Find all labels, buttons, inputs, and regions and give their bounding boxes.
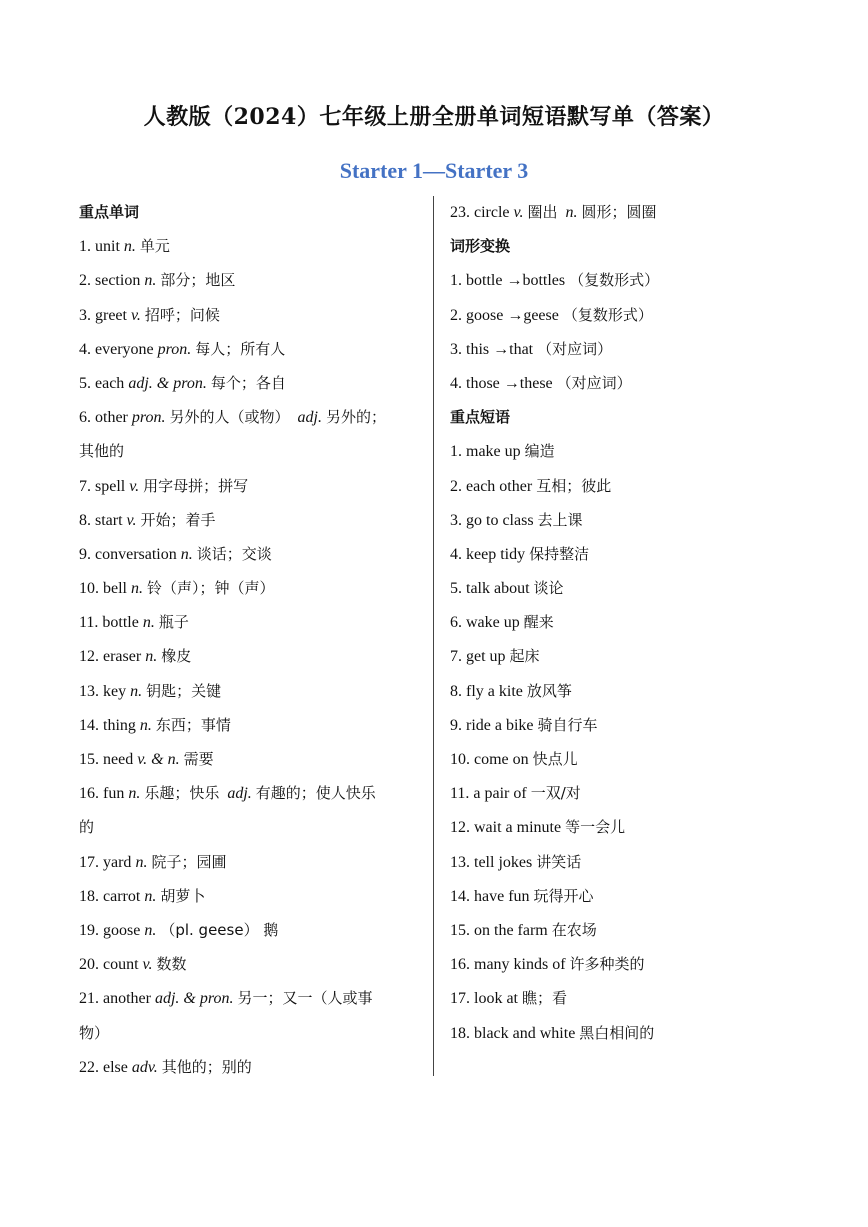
vocab-entry <box>450 574 830 608</box>
vocab-entry <box>79 369 424 403</box>
entry-english: 4. everyone <box>79 340 154 358</box>
entry-chinese: 等一会儿 <box>565 818 626 837</box>
entry-part-of-speech: v. <box>142 956 153 974</box>
entry-chinese: 起床 <box>509 647 540 666</box>
entry-part-of-speech: adj. & pron. <box>128 374 207 392</box>
entry-english: 7. spell <box>79 477 126 495</box>
entry-english: 9. ride a bike <box>450 716 534 734</box>
entry-part-of-speech: v. <box>130 306 141 324</box>
entry-chinese: 保持整洁 <box>529 544 590 563</box>
entry-chinese: 院子；园圃 <box>151 852 227 871</box>
vocab-entry <box>79 335 424 369</box>
entry-chinese-2: 圆形；圆圈 <box>581 203 657 221</box>
entry-english: 8. start <box>79 511 123 529</box>
entry-english: 19. goose <box>79 921 141 939</box>
entry-english: 12. eraser <box>79 648 142 666</box>
entry-chinese: 胡萝卜 <box>160 886 206 905</box>
vocab-entry <box>79 608 424 642</box>
entry-english: 14. have fun <box>450 887 530 905</box>
vocab-entry <box>79 745 424 779</box>
entry-english: 1. unit <box>79 238 120 256</box>
vocab-entry <box>79 916 424 950</box>
vocab-entry <box>450 779 830 813</box>
left-column <box>79 198 424 1087</box>
entry-chinese: 每人；所有人 <box>195 339 286 358</box>
entry-english: 14. thing <box>79 716 136 734</box>
entry-chinese: 另外的人（或物） <box>169 408 290 427</box>
entry-english: 13. tell jokes <box>450 853 533 871</box>
entry-chinese-2: 有趣的；使人快乐 <box>255 784 376 803</box>
entry-chinese: 招呼；问候 <box>144 305 220 324</box>
entry-chinese: 讲笑话 <box>536 852 582 871</box>
vocab-entry <box>450 608 830 642</box>
entry-chinese: 快点儿 <box>532 750 578 768</box>
vocab-entry <box>450 369 830 403</box>
entry-part-of-speech: v. <box>126 511 137 529</box>
entry-english: 11. a pair of <box>450 785 527 803</box>
entry-english: 5. talk about <box>450 580 530 598</box>
vocab-entry <box>79 779 424 813</box>
entry-chinese: 其他的 <box>79 442 125 461</box>
vocab-entry <box>450 472 830 506</box>
entry-chinese: 一双/对 <box>530 784 581 803</box>
entry-part-of-speech: n. <box>139 716 152 734</box>
entry-english: 15. on the farm <box>450 921 548 939</box>
entry-chinese: 橡皮 <box>161 647 192 666</box>
entry-part-of-speech: n. <box>128 785 141 803</box>
entry-part-of-speech: n. <box>180 545 193 563</box>
vocab-entry <box>450 437 830 471</box>
entry-english: 18. carrot <box>79 887 141 905</box>
entry-part-of-speech: v. & n. <box>137 751 180 768</box>
vocab-entry <box>450 301 830 335</box>
vocab-entry <box>450 848 830 882</box>
entry-chinese: （对应词） <box>537 339 613 358</box>
vocab-entry <box>450 642 830 676</box>
entry-english: 12. wait a minute <box>450 819 562 837</box>
entry-chinese: 数数 <box>156 955 187 974</box>
entry-chinese: 瞧；看 <box>522 989 568 1008</box>
entry-chinese: 部分；地区 <box>160 271 236 290</box>
vocab-entry <box>79 472 424 506</box>
vocab-entry <box>79 266 424 300</box>
entry-part-of-speech: n. <box>123 238 136 256</box>
vocab-entry <box>450 1019 830 1053</box>
entry-english: 10. come on <box>450 751 529 768</box>
entry-chinese: 其他的；别的 <box>161 1057 252 1076</box>
section-title: Starter 1—Starter 3 <box>339 158 529 183</box>
entry-chinese-2: 另外的； <box>325 408 386 427</box>
vocab-entry <box>79 848 424 882</box>
entry-chinese: 乐趣；快乐 <box>144 784 220 803</box>
vocab-entry <box>79 984 424 1018</box>
entry-english: 9. conversation <box>79 545 177 563</box>
entry-part-of-speech: n. <box>145 648 158 666</box>
vocab-entry <box>79 403 424 437</box>
vocab-entry <box>450 198 830 232</box>
entry-part-of-speech: pron. <box>131 409 166 427</box>
entry-english: 23. circle <box>450 204 510 221</box>
vocab-entry <box>450 335 830 369</box>
entry-english: 4. those →these <box>450 374 553 392</box>
entry-english: 17. look at <box>450 990 518 1008</box>
vocab-entry <box>450 950 830 984</box>
entry-english: 15. need <box>79 751 134 768</box>
entry-chinese: 醒来 <box>523 613 554 632</box>
entry-part-of-speech: n. <box>130 682 143 700</box>
right-column <box>450 198 830 1053</box>
entry-english: 3. this →that <box>450 340 534 358</box>
entry-chinese: 在农场 <box>551 920 597 939</box>
entry-continuation <box>79 813 424 847</box>
vocab-entry <box>79 642 424 676</box>
vocab-entry <box>79 574 424 608</box>
entry-continuation <box>79 1019 424 1053</box>
entry-chinese: （对应词） <box>556 373 632 392</box>
entry-english: 6. other <box>79 409 128 427</box>
vocab-entry <box>79 950 424 984</box>
entry-chinese: 的 <box>79 818 95 837</box>
entry-english: 8. fly a kite <box>450 682 523 700</box>
vocab-entry <box>450 984 830 1018</box>
entry-english: 18. black and white <box>450 1024 576 1042</box>
entry-english: 3. greet <box>79 306 127 324</box>
entry-part-of-speech-2: adj. <box>227 785 252 803</box>
entry-english: 7. get up <box>450 648 506 666</box>
entry-chinese: 去上课 <box>537 510 583 529</box>
entry-chinese: （复数形式） <box>569 271 660 290</box>
entry-chinese: 互相；彼此 <box>536 476 612 495</box>
entry-english: 17. yard <box>79 853 132 871</box>
entry-english: 2. each other <box>450 477 533 495</box>
entry-chinese: 编造 <box>524 442 555 461</box>
entry-chinese: 东西；事情 <box>155 715 231 734</box>
entry-chinese: （复数形式） <box>562 305 653 324</box>
vocab-entry <box>79 540 424 574</box>
vocab-entry <box>79 1053 424 1087</box>
section-heading: 词形变换 <box>450 237 511 256</box>
vocab-entry <box>79 506 424 540</box>
entry-english: 1. bottle →bottles <box>450 272 566 290</box>
entry-chinese: 骑自行车 <box>537 715 598 734</box>
entry-english: 3. go to class <box>450 511 534 529</box>
entry-part-of-speech-2: adj. <box>297 409 322 427</box>
entry-english: 10. bell <box>79 580 127 598</box>
entry-chinese: 铃（声）；钟（声） <box>147 579 275 598</box>
entry-chinese: 瓶子 <box>158 613 189 632</box>
entry-chinese: 圈出 <box>527 203 558 221</box>
entry-chinese: 许多种类的 <box>569 955 645 974</box>
section-heading: 重点短语 <box>450 408 511 427</box>
document-title: 人教版（2024）七年级上册全册单词短语默写单（答案） <box>143 104 725 130</box>
entry-english: 5. each <box>79 374 125 392</box>
entry-english: 4. keep tidy <box>450 545 526 563</box>
entry-continuation <box>79 437 424 471</box>
entry-english: 2. section <box>79 272 141 290</box>
entry-chinese: 黑白相间的 <box>579 1023 655 1042</box>
vocab-entry <box>450 266 830 300</box>
entry-chinese: 玩得开心 <box>533 886 594 905</box>
vocab-entry <box>450 745 830 779</box>
entry-part-of-speech: n. <box>144 921 157 939</box>
vocab-entry <box>450 916 830 950</box>
entry-part-of-speech: v. <box>129 477 140 495</box>
entry-chinese: 放风筝 <box>526 681 572 700</box>
vocab-entry <box>450 882 830 916</box>
vocab-entry <box>450 677 830 711</box>
entry-chinese: 钥匙；关键 <box>146 681 222 700</box>
entry-part-of-speech: n. <box>131 580 143 598</box>
entry-chinese: 用字母拼；拼写 <box>143 476 249 495</box>
vocab-entry <box>450 711 830 745</box>
entry-chinese: 需要 <box>183 750 214 768</box>
vocab-entry <box>79 677 424 711</box>
entry-chinese: 开始；着手 <box>140 510 216 529</box>
entry-english: 6. wake up <box>450 614 520 632</box>
entry-part-of-speech: n. <box>144 887 157 905</box>
vocab-entry <box>450 813 830 847</box>
entry-chinese: 谈论 <box>533 579 564 598</box>
entry-part-of-speech: n. <box>142 614 155 632</box>
vocab-entry <box>450 506 830 540</box>
section-heading: 重点单词 <box>79 203 140 221</box>
entry-english: 21. another <box>79 990 151 1008</box>
entry-chinese: 每个；各自 <box>210 373 286 392</box>
entry-chinese: 另一；又一（人或事 <box>237 989 373 1008</box>
vocab-entry <box>450 540 830 574</box>
entry-english: 16. fun <box>79 785 125 803</box>
entry-english: 16. many kinds of <box>450 956 566 974</box>
entry-part-of-speech: adj. & pron. <box>154 990 234 1008</box>
entry-chinese: 单元 <box>139 237 170 256</box>
entry-part-of-speech: adv. <box>131 1058 158 1076</box>
entry-english: 22. else <box>79 1058 128 1076</box>
entry-part-of-speech: pron. <box>157 340 192 358</box>
entry-english: 13. key <box>79 682 127 700</box>
entry-part-of-speech: v. <box>513 204 524 221</box>
vocab-entry <box>79 882 424 916</box>
entry-chinese: 物） <box>79 1023 110 1042</box>
entry-part-of-speech: n. <box>144 272 157 290</box>
vocab-entry <box>79 711 424 745</box>
vocab-entry <box>79 301 424 335</box>
entry-part-of-speech: n. <box>135 853 148 871</box>
entry-chinese: （pl. geese） 鹅 <box>160 920 279 939</box>
entry-english: 2. goose →geese <box>450 306 559 324</box>
entry-english: 11. bottle <box>79 614 139 632</box>
entry-english: 20. count <box>79 956 139 974</box>
column-divider <box>433 196 434 1076</box>
vocab-entry <box>79 232 424 266</box>
entry-part-of-speech-2: n. <box>565 204 578 221</box>
entry-chinese: 谈话；交谈 <box>196 544 272 563</box>
entry-english: 1. make up <box>450 443 521 461</box>
